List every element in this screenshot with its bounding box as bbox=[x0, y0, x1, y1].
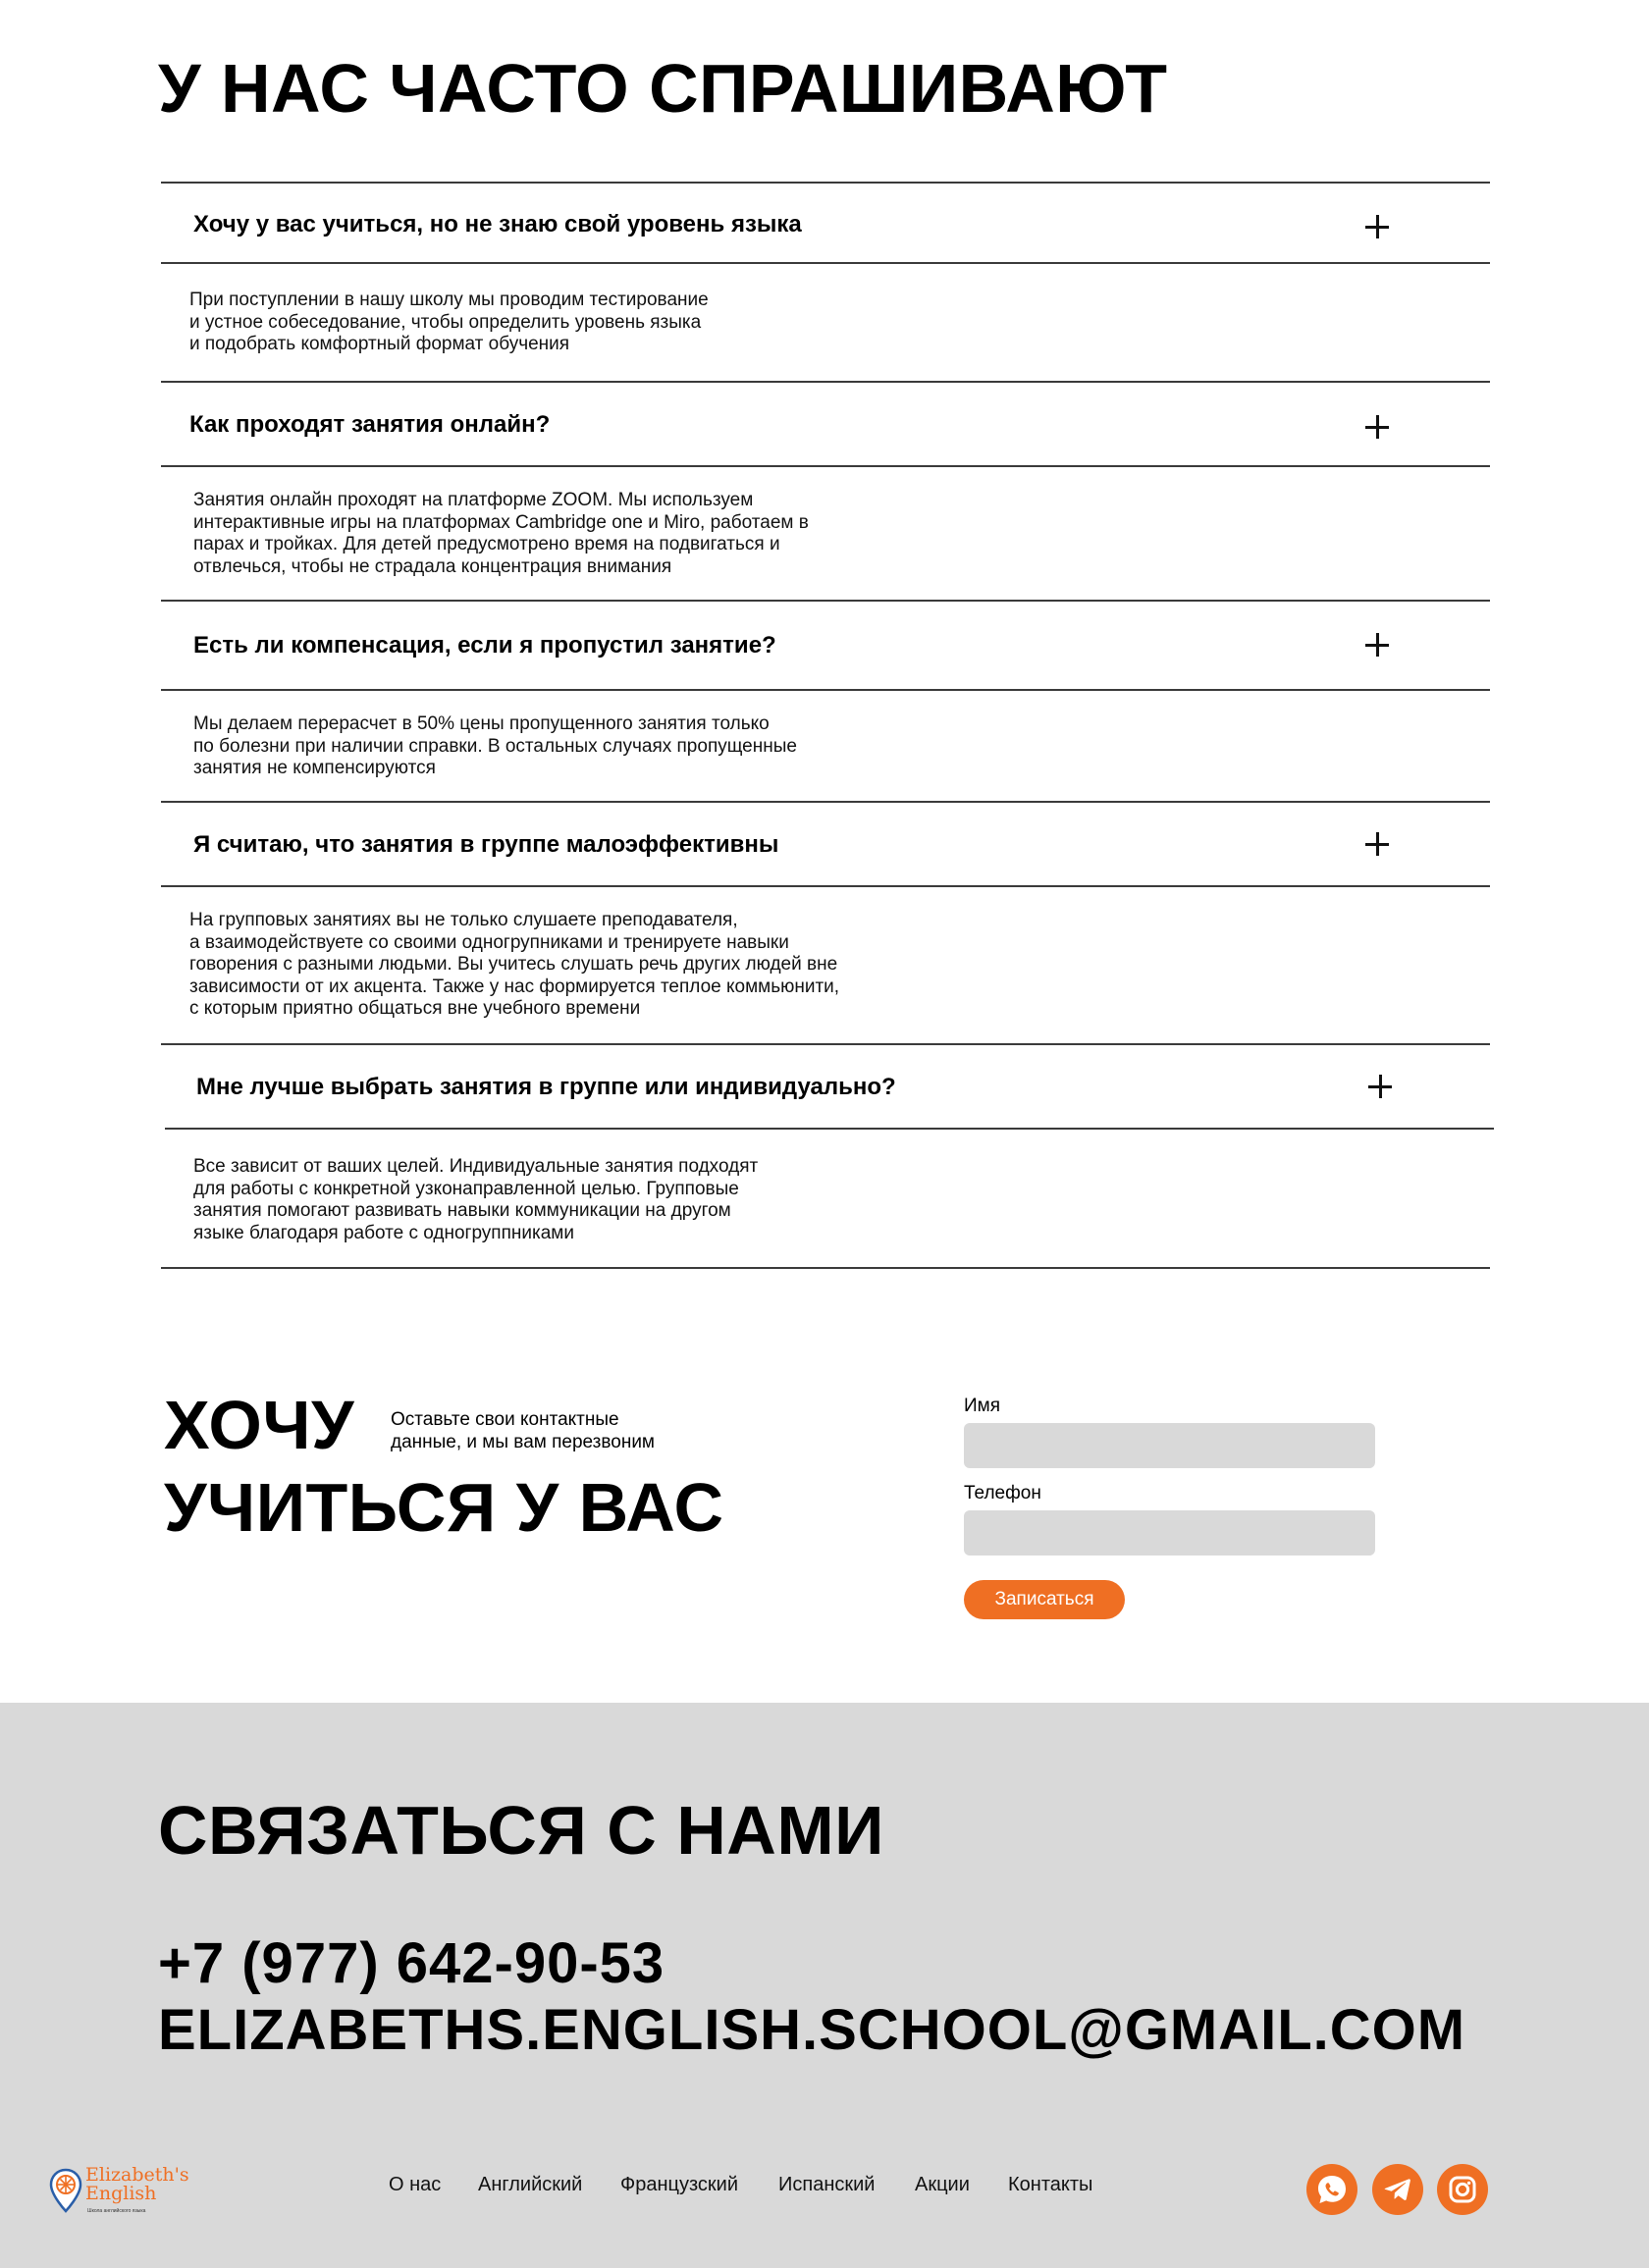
logo[interactable] bbox=[49, 2166, 206, 2217]
plus-icon[interactable] bbox=[1365, 215, 1389, 238]
logo-pin-icon bbox=[49, 2168, 82, 2213]
faq-divider bbox=[161, 885, 1490, 887]
faq-divider bbox=[165, 1128, 1494, 1130]
faq-question[interactable]: Мне лучше выбрать занятия в группе или индивидуально? bbox=[196, 1074, 896, 1100]
telegram-icon bbox=[1372, 2164, 1423, 2215]
faq-question[interactable]: Хочу у вас учиться, но не знаю свой уровень языка bbox=[193, 211, 802, 237]
faq-divider bbox=[161, 262, 1490, 264]
telegram-social-button[interactable] bbox=[1372, 2164, 1423, 2215]
nav-link-contacts[interactable]: Контакты bbox=[1008, 2174, 1093, 2195]
plus-icon[interactable] bbox=[1365, 415, 1389, 439]
name-label: Имя bbox=[964, 1396, 1001, 1416]
phone-input[interactable] bbox=[964, 1510, 1375, 1556]
faq-question[interactable]: Есть ли компенсация, если я пропустил занятие? bbox=[193, 632, 776, 659]
plus-icon[interactable] bbox=[1365, 832, 1389, 856]
phone-social-button[interactable] bbox=[1306, 2164, 1357, 2215]
faq-divider bbox=[161, 182, 1490, 184]
faq-divider bbox=[161, 1043, 1490, 1045]
phone-icon bbox=[1306, 2164, 1357, 2215]
faq-answer: Занятия онлайн проходят на платформе ZOOM. Мы используем интерактивные игры на платформах Cambridge one и Miro, работаем в парах и тройках. Для детей предусмотрено время на подвигаться и отвлечься, чтобы не страдала концентрация внимания bbox=[193, 490, 809, 577]
faq-divider bbox=[161, 465, 1490, 467]
faq-answer: При поступлении в нашу школу мы проводим тестирование и устное собеседование, чтобы определить уровень языка и подобрать комфортный формат обучения bbox=[189, 290, 709, 354]
faq-divider bbox=[161, 689, 1490, 691]
faq-answer: На групповых занятиях вы не только слушаете преподавателя, а взаимодействуете со своими одногрупниками и тренируете навыки говорения с разными людьми. Вы учитесь слушать речь других людей вне зависимости от их акцента. Также у нас формируется теплое коммьюнити, с которым приятно общаться вне учебного времени bbox=[189, 910, 840, 1019]
instagram-social-button[interactable] bbox=[1437, 2164, 1488, 2215]
logo-tagline: Школа английского языка bbox=[87, 2208, 146, 2214]
contact-email[interactable]: ELIZABETHS.ENGLISH.SCHOOL@GMAIL.COM bbox=[158, 1998, 1466, 2062]
faq-divider bbox=[161, 600, 1490, 602]
faq-question[interactable]: Я считаю, что занятия в группе малоэффективны bbox=[193, 831, 779, 858]
contact-title: СВЯЗАТЬСЯ С НАМИ bbox=[158, 1792, 884, 1869]
nav-link-about[interactable]: О нас bbox=[389, 2174, 442, 2195]
faq-divider bbox=[161, 801, 1490, 803]
instagram-icon bbox=[1437, 2164, 1488, 2215]
logo-name: Elizabeth's English bbox=[85, 2164, 189, 2204]
submit-button[interactable]: Записаться bbox=[964, 1580, 1125, 1619]
plus-icon[interactable] bbox=[1368, 1075, 1392, 1098]
faq-question[interactable]: Как проходят занятия онлайн? bbox=[189, 411, 551, 438]
faq-divider bbox=[161, 381, 1490, 383]
faq-answer: Все зависит от ваших целей. Индивидуальные занятия подходят для работы с конкретной узконаправленной целью. Групповые занятия помогают развивать навыки коммуникации на другом языке благодаря работе с одногруппниками bbox=[193, 1156, 759, 1243]
phone-label: Телефон bbox=[964, 1483, 1041, 1503]
nav-link-english[interactable]: Английский bbox=[478, 2174, 583, 2195]
contact-section bbox=[0, 1703, 1649, 2268]
nav-link-french[interactable]: Французский bbox=[620, 2174, 738, 2195]
contact-phone[interactable]: +7 (977) 642-90-53 bbox=[158, 1931, 665, 1995]
signup-subtitle: Оставьте свои контактные данные, и мы вам перезвоним bbox=[391, 1409, 655, 1452]
nav-link-spanish[interactable]: Испанский bbox=[778, 2174, 876, 2195]
faq-divider bbox=[161, 1267, 1490, 1269]
nav-link-promo[interactable]: Акции bbox=[915, 2174, 970, 2195]
signup-title: ХОЧУ УЧИТЬСЯ У ВАС bbox=[164, 1387, 724, 1546]
name-input[interactable] bbox=[964, 1423, 1375, 1468]
plus-icon[interactable] bbox=[1365, 633, 1389, 657]
faq-title: У НАС ЧАСТО СПРАШИВАЮТ bbox=[158, 50, 1168, 127]
faq-answer: Мы делаем перерасчет в 50% цены пропущенного занятия только по болезни при наличии справки. В остальных случаях пропущенные занятия не компенсируются bbox=[193, 713, 797, 778]
